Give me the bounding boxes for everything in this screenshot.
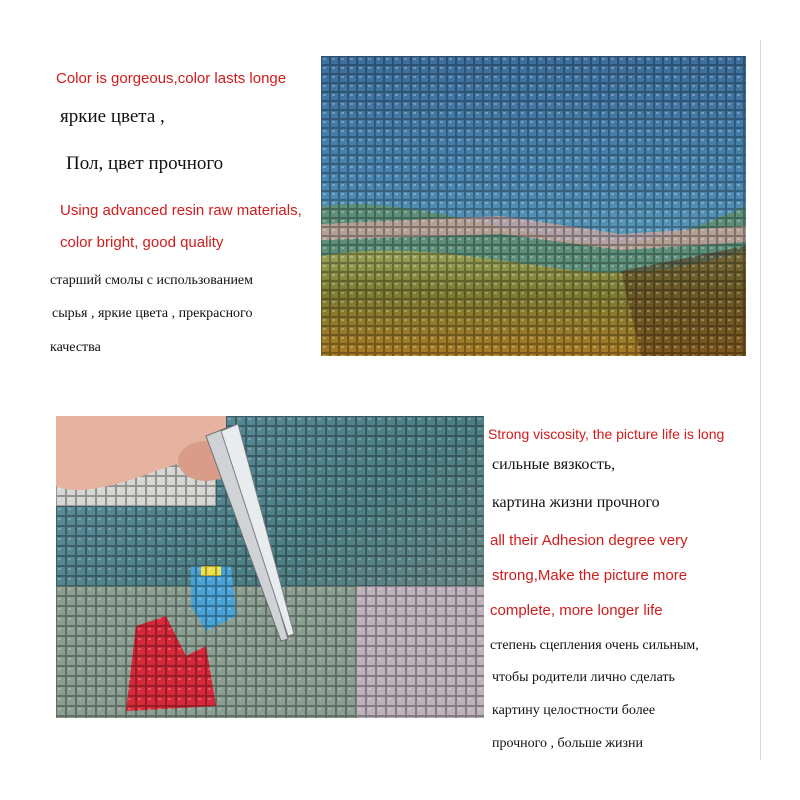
feature-ru-text: сильные вязкость, [492,456,616,473]
feature-heading-resin: Using advanced resin raw materials, [60,202,302,219]
feature-ru-text: чтобы родители лично сделать [492,670,675,685]
feature-ru-text: качества [50,340,101,355]
feature-ru-text: прочного , больше жизни [492,736,644,751]
feature-ru-text: степень сцепления очень сильным, [490,638,699,653]
feature-ru-text: Пол, цвет прочного [66,153,224,174]
mosaic-closeup-photo [321,56,746,356]
feature-heading-quality: color bright, good quality [60,234,224,251]
feature-ru-text: картина жизни прочного [492,494,660,511]
feature-heading-adhesion: strong,Make the picture more [492,567,688,584]
feature-ru-text: сырья , яркие цвета , прекрасного [52,306,253,321]
tweezers-drill-photo [56,416,484,718]
feature-ru-text: старший смолы с использованием [50,273,254,288]
feature-heading-viscosity: Strong viscosity, the picture life is long [488,426,725,442]
feature-ru-text: яркие цвета , [60,106,165,127]
feature-heading-adhesion: all their Adhesion degree very [490,532,688,549]
feature-ru-text: картину целостности более [492,703,656,718]
feature-heading-adhesion: complete, more longer life [490,602,663,619]
feature-heading-color: Color is gorgeous,color lasts longe [56,70,287,87]
divider-line [760,40,761,760]
